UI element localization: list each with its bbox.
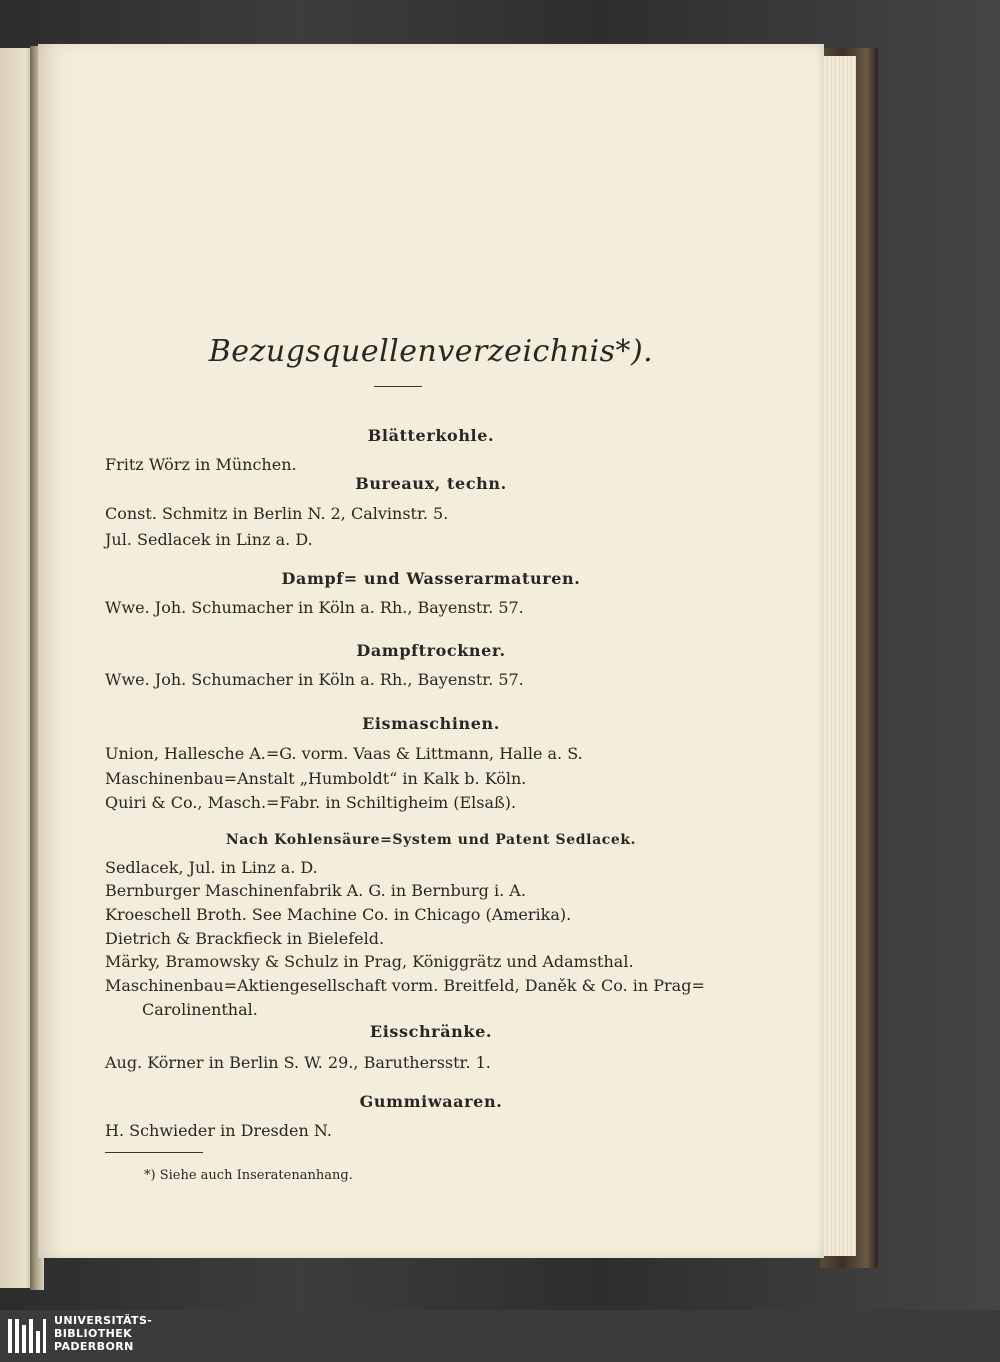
section-heading: Blätterkohle. xyxy=(367,426,495,445)
entry: Märky, Bramowsky & Schulz in Prag, Königgrätz und Adamsthal. xyxy=(105,952,634,971)
section-heading: Eisschränke. xyxy=(369,1022,493,1041)
entry: Wwe. Joh. Schumacher in Köln a. Rh., Bayenstr. 57. xyxy=(105,598,524,617)
library-name-line: BIBLIOTHEK xyxy=(54,1327,133,1340)
section-heading: Dampftrockner. xyxy=(356,641,506,660)
entry: Dietrich & Brackfieck in Bielefeld. xyxy=(105,929,385,948)
footnote: *) Siehe auch Inseratenanhang. xyxy=(144,1168,353,1183)
library-footer xyxy=(0,1310,1000,1362)
entry: Bernburger Maschinenfabrik A. G. in Bernburg i. A. xyxy=(105,881,526,900)
library-logo-icon xyxy=(6,1315,48,1357)
entry: Maschinenbau=Aktiengesellschaft vorm. Breitfeld, Daněk & Co. in Prag= xyxy=(105,976,705,995)
library-name-line: PADERBORN xyxy=(54,1340,134,1353)
footnote-divider xyxy=(105,1152,203,1153)
section-heading: Gummiwaaren. xyxy=(359,1092,503,1111)
section-heading: Nach Kohlensäure=System und Patent Sedlacek. xyxy=(225,832,637,848)
entry: Union, Hallesche A.=G. vorm. Vaas & Littmann, Halle a. S. xyxy=(105,744,583,763)
section-heading: Dampf= und Wasserarmaturen. xyxy=(281,569,581,588)
entry: Sedlacek, Jul. in Linz a. D. xyxy=(105,858,318,877)
entry: H. Schwieder in Dresden N. xyxy=(105,1121,332,1140)
entry: Aug. Körner in Berlin S. W. 29., Baruthersstr. 1. xyxy=(105,1053,491,1072)
section-heading: Eismaschinen. xyxy=(362,714,500,733)
entry: Jul. Sedlacek in Linz a. D. xyxy=(105,530,313,549)
entry: Quiri & Co., Masch.=Fabr. in Schiltigheim (Elsaß). xyxy=(105,793,517,812)
entry-continuation: Carolinenthal. xyxy=(142,1000,258,1019)
section-heading: Bureaux, techn. xyxy=(355,474,507,493)
document-page xyxy=(38,44,824,1258)
entry: Const. Schmitz in Berlin N. 2, Calvinstr. 5. xyxy=(105,504,449,523)
entry: Maschinenbau=Anstalt „Humboldt“ in Kalk b. Köln. xyxy=(105,769,527,788)
entry: Kroeschell Broth. See Machine Co. in Chicago (Amerika). xyxy=(105,905,572,924)
library-name xyxy=(54,1314,152,1353)
entry: Fritz Wörz in München. xyxy=(105,455,297,474)
entry: Wwe. Joh. Schumacher in Köln a. Rh., Bayenstr. 57. xyxy=(105,670,524,689)
library-name-line: UNIVERSITÄTS- xyxy=(54,1314,153,1327)
page-title: Bezugsquellenverzeichnis*). xyxy=(208,334,654,369)
title-divider xyxy=(374,386,422,387)
